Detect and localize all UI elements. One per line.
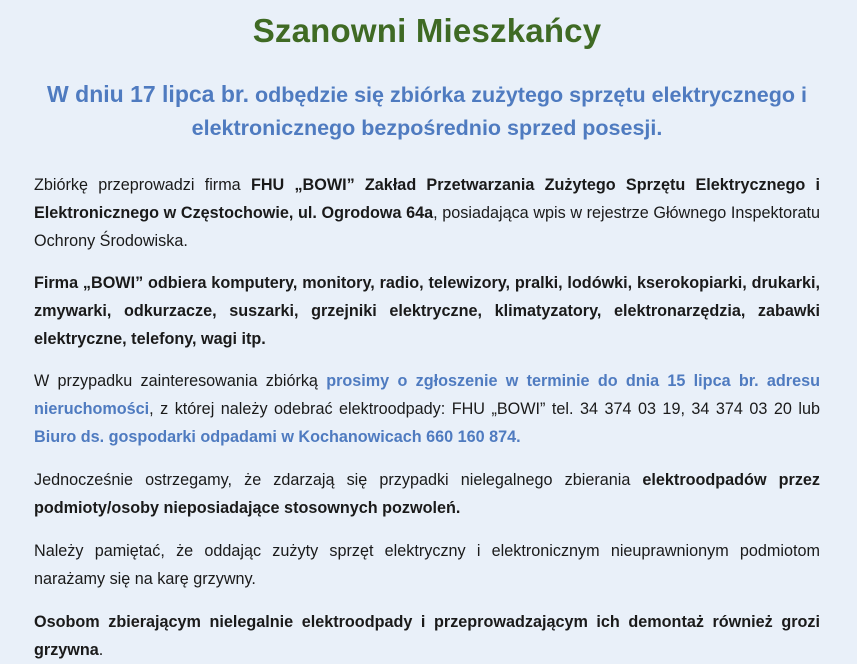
- paragraph-penalty: [34, 608, 820, 664]
- text-segment: W przypadku zainteresowania zbiórką: [34, 372, 327, 390]
- text-segment: Zbiórkę przeprowadzi firma: [34, 176, 251, 194]
- paragraph-registration: [34, 367, 820, 451]
- office-contact: Biuro ds. gospodarki odpadami w Kochanowicach 660 160 874.: [34, 428, 521, 446]
- paragraph-fine-notice: [34, 537, 820, 593]
- accepted-items-list: Firma „BOWI” odbiera komputery, monitory, radio, telewizory, pralki, lodówki, kserokopiarki, drukarki, zmywarki, odkurzacze, suszarki, grzejniki elektryczne, klimatyzatory, elektronarzędzia, zabawki elektryczne, telefony, wagi itp.: [34, 274, 820, 348]
- paragraph-company-info: [34, 171, 820, 255]
- text-segment: Należy pamiętać, że oddając zużyty sprzęt elektryczny i elektronicznym nieuprawnionym podmiotom narażamy się na karę grzywny.: [34, 542, 820, 588]
- text-segment: , posiadająca wpis w rejestrze Głównego Inspektoratu Ochrony Środowiska.: [34, 204, 820, 250]
- illegal-collection-warning: elektroodpadów przez podmioty/osoby nieposiadające stosownych pozwoleń.: [34, 471, 821, 517]
- collection-date: W dniu 17 lipca br.: [47, 81, 249, 107]
- text-segment: Jednocześnie ostrzegamy, że zdarzają się przypadki nielegalnego zbierania: [34, 471, 643, 489]
- text-segment: , z której należy odebrać elektroodpady: FHU „BOWI” tel. 34 374 03 19, 34 374 03 20 lub: [149, 400, 820, 418]
- collection-announcement: [34, 78, 820, 145]
- registration-deadline: prosimy o zgłoszenie w terminie do dnia 15 lipca br. adresu nieruchomości: [34, 372, 820, 418]
- collection-description: odbędzie się zbiórka zużytego sprzętu elektrycznego i elektronicznego bezpośrednio sprzed posesji.: [191, 83, 807, 140]
- penalty-statement: Osobom zbierającym nielegalnie elektroodpady i przeprowadzającym ich demontaż również grozi grzywna: [34, 613, 820, 659]
- company-name: FHU „BOWI” Zakład Przetwarzania Zużytego Sprzętu Elektrycznego i Elektronicznego w Częstochowie, ul. Ogrodowa 64a: [34, 176, 820, 222]
- page-title: Szanowni Mieszkańcy: [252, 12, 602, 49]
- paragraph-accepted-items: [34, 269, 820, 353]
- paragraph-warning: [34, 466, 820, 522]
- text-segment: .: [98, 641, 104, 659]
